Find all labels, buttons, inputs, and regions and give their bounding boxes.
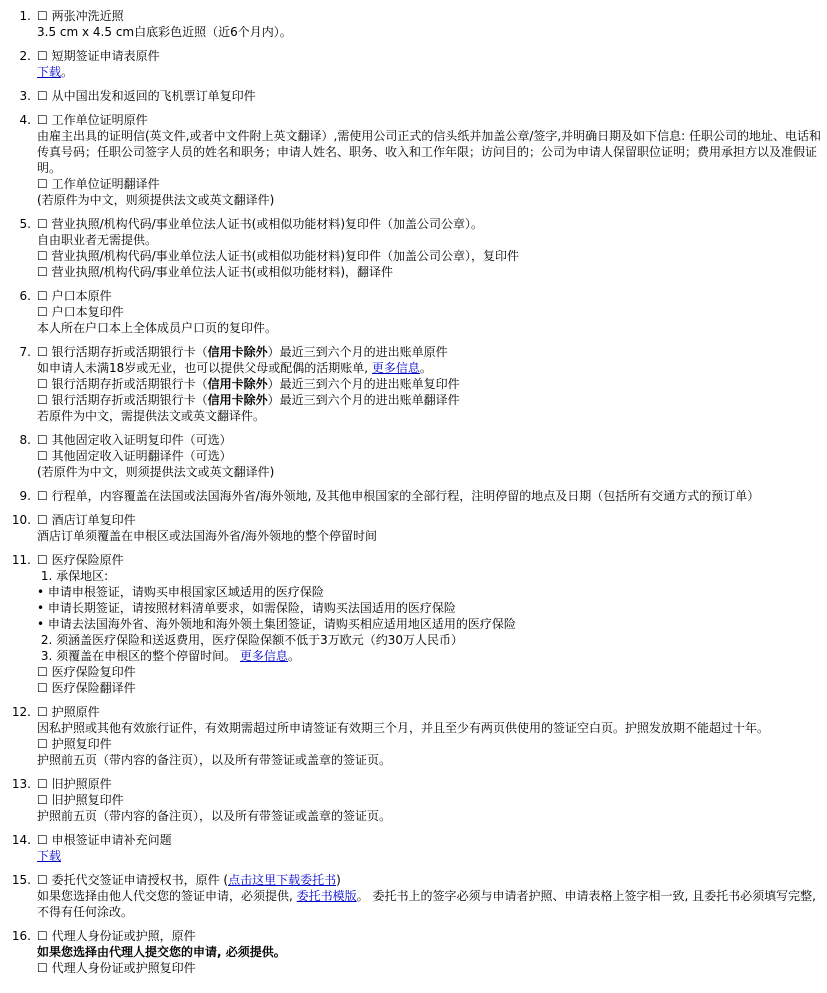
text-segment: 。 xyxy=(287,649,300,663)
item-number: 16. xyxy=(11,929,31,943)
document-item xyxy=(0,432,827,480)
item-number: 11. xyxy=(11,553,31,567)
item-line xyxy=(37,568,827,584)
text-segment: 由雇主出具的证明信(英文件,或者中文件附上英文翻译）,需使用公司正式的信头纸并加盖公章/签字,并明确日期及如下信息: 任职公司的地址、电话和传真号码；任职公司签字人员的姓名和职务；申请人姓名、职务、收入和工作年限；访问目的；公司为申请人保留职位证明；费用承担方以及准假证明。 xyxy=(37,129,822,175)
item-number: 10. xyxy=(11,513,31,527)
document-item xyxy=(0,8,827,40)
item-line xyxy=(37,448,827,464)
item-number: 1. xyxy=(19,9,31,23)
text-segment: • 申请去法国海外省、海外领地和海外领土集团签证，请购买相应适用地区适用的医疗保险 xyxy=(37,617,516,631)
item-line xyxy=(37,264,827,280)
text-segment: 如申请人未满18岁或无业，也可以提供父母或配偶的活期账单, xyxy=(37,361,372,375)
item-number: 7. xyxy=(19,345,31,359)
text-segment: ☐ 医疗保险翻译件 xyxy=(37,681,136,695)
item-line xyxy=(37,792,827,808)
text-segment: ☐ 委托代交签证申请授权书，原件 ( xyxy=(37,873,229,887)
item-line xyxy=(37,8,827,24)
text-segment: ）最近三到六个月的进出账单原件 xyxy=(267,345,448,359)
item-number: 6. xyxy=(19,289,31,303)
text-segment: 3.5 cm x 4.5 cm白底彩色近照（近6个月内）。 xyxy=(37,25,292,39)
text-segment: 3. 须覆盖在申根区的整个停留时间。 xyxy=(37,649,240,663)
document-item xyxy=(0,512,827,544)
text-segment: ☐ 代理人身份证或护照复印件 xyxy=(37,961,196,975)
item-line xyxy=(37,832,827,848)
text-segment: ☐ 户口本原件 xyxy=(37,289,112,303)
item-line xyxy=(37,64,827,80)
document-item xyxy=(0,552,827,696)
text-segment: ☐ 从中国出发和返回的飞机票订单复印件 xyxy=(37,89,256,103)
text-segment: ）最近三到六个月的进出账单复印件 xyxy=(267,377,460,391)
item-line xyxy=(37,408,827,424)
item-line xyxy=(37,288,827,304)
text-segment: ☐ 营业执照/机构代码/事业单位法人证书(或相似功能材料)，翻译件 xyxy=(37,265,394,279)
text-segment: ☐ 旧护照原件 xyxy=(37,777,112,791)
emphasis-text: 信用卡除外 xyxy=(207,377,268,391)
item-line xyxy=(37,648,827,664)
text-segment: 如果您选择由他人代交您的签证申请，必须提供, xyxy=(37,889,297,903)
item-line xyxy=(37,616,827,632)
text-segment: ☐ 银行活期存折或活期银行卡（ xyxy=(37,377,208,391)
text-segment: ☐ 医疗保险原件 xyxy=(37,553,124,567)
text-segment: 1. 承保地区: xyxy=(37,569,109,583)
item-line xyxy=(37,664,827,680)
download-link[interactable]: 更多信息 xyxy=(239,649,288,663)
text-segment: 酒店订单须覆盖在申根区或法国海外省/海外领地的整个停留时间 xyxy=(37,529,378,543)
emphasis-text: 如果您选择由代理人提交您的申请, 必须提供。 xyxy=(37,945,286,959)
text-segment: ☐ 短期签证申请表原件 xyxy=(37,49,160,63)
item-line xyxy=(37,128,827,176)
item-line xyxy=(37,48,827,64)
item-line xyxy=(37,248,827,264)
text-segment: 本人所在户口本上全体成员户口页的复印件。 xyxy=(37,321,278,335)
item-line xyxy=(37,872,827,888)
item-number: 8. xyxy=(19,433,31,447)
item-line xyxy=(37,112,827,128)
text-segment: (若原件为中文，则须提供法文或英文翻译件) xyxy=(37,193,275,207)
text-segment: 。 xyxy=(61,65,74,79)
item-number: 15. xyxy=(11,873,31,887)
item-line xyxy=(37,320,827,336)
text-segment: ☐ 营业执照/机构代码/事业单位法人证书(或相似功能材料)复印件（加盖公司公章）。 xyxy=(37,217,484,231)
download-link[interactable]: 点击这里下载委托书 xyxy=(228,873,337,887)
item-line xyxy=(37,704,827,720)
emphasis-text: 信用卡除外 xyxy=(207,345,268,359)
document-item xyxy=(0,216,827,280)
text-segment: ☐ 户口本复印件 xyxy=(37,305,124,319)
text-segment: ☐ 申根签证申请补充问题 xyxy=(37,833,172,847)
item-line xyxy=(37,752,827,768)
item-line xyxy=(37,232,827,248)
item-number: 4. xyxy=(19,113,31,127)
text-segment: ☐ 银行活期存折或活期银行卡（ xyxy=(37,345,208,359)
item-line xyxy=(37,680,827,696)
text-segment: ）最近三到六个月的进出账单翻译件 xyxy=(267,393,460,407)
item-line xyxy=(37,600,827,616)
item-line xyxy=(37,584,827,600)
text-segment: • 申请申根签证，请购买申根国家区域适用的医疗保险 xyxy=(37,585,324,599)
item-line xyxy=(37,632,827,648)
item-number: 2. xyxy=(19,49,31,63)
item-line xyxy=(37,304,827,320)
item-line xyxy=(37,88,827,104)
document-item xyxy=(0,488,827,504)
item-number: 12. xyxy=(11,705,31,719)
text-segment: (若原件为中文，则须提供法文或英文翻译件) xyxy=(37,465,275,479)
item-line xyxy=(37,776,827,792)
text-segment: ☐ 银行活期存折或活期银行卡（ xyxy=(37,393,208,407)
item-line xyxy=(37,928,827,944)
text-segment: ☐ 工作单位证明翻译件 xyxy=(37,177,160,191)
document-item xyxy=(0,48,827,80)
item-line xyxy=(37,344,827,360)
text-segment: 若原件为中文，需提供法文或英文翻译件。 xyxy=(37,409,266,423)
item-number: 14. xyxy=(11,833,31,847)
text-segment: 2. 须涵盖医疗保险和送返费用，医疗保险保额不低于3万欧元（约30万人民币） xyxy=(37,633,463,647)
text-segment: 。 委托书上的签字必须与申请者护照、申请表格上签字相一致, 且委托书必须填写完整, 不得有任何涂改。 xyxy=(37,889,820,919)
text-segment: ☐ 护照复印件 xyxy=(37,737,112,751)
document-item xyxy=(0,776,827,824)
item-number: 3. xyxy=(19,89,31,103)
text-segment: ☐ 工作单位证明原件 xyxy=(37,113,148,127)
document-item xyxy=(0,88,827,104)
text-segment: • 申请长期签证，请按照材料清单要求，如需保险，请购买法国适用的医疗保险 xyxy=(37,601,456,615)
item-line xyxy=(37,528,827,544)
item-line xyxy=(37,24,827,40)
text-segment: ☐ 医疗保险复印件 xyxy=(37,665,136,679)
text-segment: ☐ 其他固定收入证明翻译件（可选） xyxy=(37,449,232,463)
text-segment: 自由职业者无需提供。 xyxy=(37,233,158,247)
download-link[interactable]: 更多信息 xyxy=(371,361,420,375)
item-line xyxy=(37,176,827,192)
text-segment: 护照前五页（带内容的备注页），以及所有带签证或盖章的签证页。 xyxy=(37,753,392,767)
item-line xyxy=(37,392,827,408)
text-segment: 因私护照或其他有效旅行证件，有效期需超过所申请签证有效期三个月，并且至少有两页供使用的签证空白页。护照发放期不能超过十年。 xyxy=(37,721,770,735)
item-line xyxy=(37,944,827,960)
document-item xyxy=(0,704,827,768)
document-item xyxy=(0,832,827,864)
item-number: 5. xyxy=(19,217,31,231)
item-line xyxy=(37,552,827,568)
document-item xyxy=(0,112,827,208)
text-segment: ☐ 代理人身份证或护照，原件 xyxy=(37,929,196,943)
download-link[interactable]: 委托书模版 xyxy=(296,889,357,903)
text-segment: ☐ 其他固定收入证明复印件（可选） xyxy=(37,433,232,447)
item-line xyxy=(37,360,827,376)
text-segment: ☐ 护照原件 xyxy=(37,705,100,719)
item-line xyxy=(37,960,827,976)
item-line xyxy=(37,848,827,864)
text-segment: ☐ 酒店订单复印件 xyxy=(37,513,136,527)
text-segment: ☐ 行程单，内容覆盖在法国或法国海外省/海外领地, 及其他申根国家的全部行程，注明停留的地点及日期（包括所有交通方式的预订单） xyxy=(37,489,760,503)
item-line xyxy=(37,376,827,392)
document-item xyxy=(0,344,827,424)
text-segment: ) xyxy=(336,873,341,887)
text-segment: 。 xyxy=(419,361,432,375)
item-line xyxy=(37,512,827,528)
item-line xyxy=(37,720,827,736)
item-line xyxy=(37,464,827,480)
document-item xyxy=(0,872,827,920)
download-link[interactable]: 下载 xyxy=(37,849,62,863)
text-segment: ☐ 两张冲洗近照 xyxy=(37,9,124,23)
text-segment: ☐ 营业执照/机构代码/事业单位法人证书(或相似功能材料)复印件（加盖公司公章），复印件 xyxy=(37,249,520,263)
item-number: 13. xyxy=(11,777,31,791)
document-item xyxy=(0,928,827,976)
text-segment: ☐ 旧护照复印件 xyxy=(37,793,124,807)
item-line xyxy=(37,488,827,504)
item-line xyxy=(37,808,827,824)
document-item xyxy=(0,288,827,336)
download-link[interactable]: 下载 xyxy=(37,65,62,79)
item-line xyxy=(37,888,827,920)
item-line xyxy=(37,736,827,752)
item-line xyxy=(37,192,827,208)
emphasis-text: 信用卡除外 xyxy=(207,393,268,407)
item-line xyxy=(37,432,827,448)
item-number: 9. xyxy=(19,489,31,503)
item-line xyxy=(37,216,827,232)
text-segment: 护照前五页（带内容的备注页），以及所有带签证或盖章的签证页。 xyxy=(37,809,392,823)
